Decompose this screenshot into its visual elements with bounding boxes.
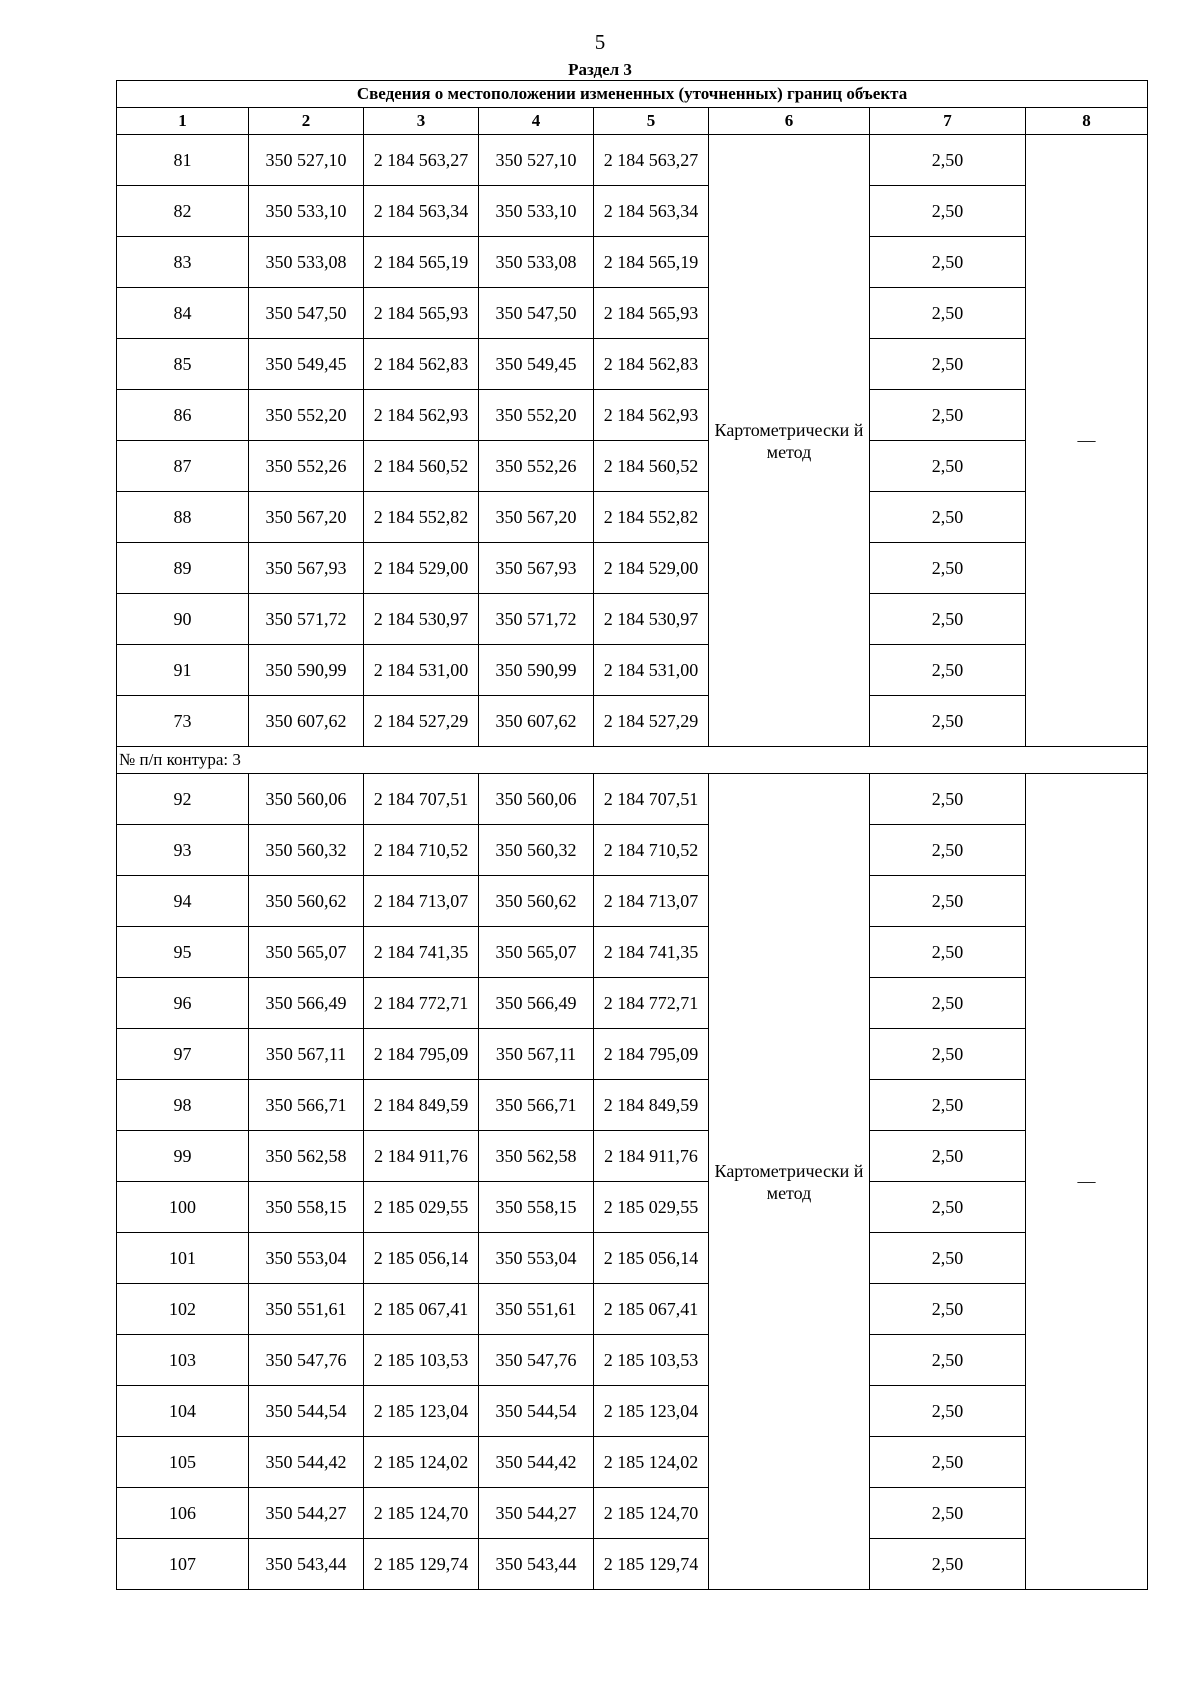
accuracy-cell: 2,50 xyxy=(870,825,1026,876)
x-refined-cell: 350 567,11 xyxy=(479,1029,594,1080)
y-existing-cell: 2 184 530,97 xyxy=(364,594,479,645)
x-existing-cell: 350 549,45 xyxy=(249,339,364,390)
point-number-cell: 81 xyxy=(117,135,249,186)
y-refined-cell: 2 184 565,93 xyxy=(594,288,709,339)
y-refined-cell: 2 184 530,97 xyxy=(594,594,709,645)
x-existing-cell: 350 533,08 xyxy=(249,237,364,288)
table-row xyxy=(117,135,1148,186)
y-existing-cell: 2 184 560,52 xyxy=(364,441,479,492)
table-row xyxy=(117,774,1148,825)
x-existing-cell: 350 552,26 xyxy=(249,441,364,492)
accuracy-cell: 2,50 xyxy=(870,186,1026,237)
table-row xyxy=(117,339,1148,390)
x-refined-cell: 350 565,07 xyxy=(479,927,594,978)
x-refined-cell: 350 558,15 xyxy=(479,1182,594,1233)
x-existing-cell: 350 551,61 xyxy=(249,1284,364,1335)
x-existing-cell: 350 552,20 xyxy=(249,390,364,441)
x-existing-cell: 350 567,20 xyxy=(249,492,364,543)
x-existing-cell: 350 571,72 xyxy=(249,594,364,645)
x-refined-cell: 350 544,42 xyxy=(479,1437,594,1488)
x-existing-cell: 350 560,62 xyxy=(249,876,364,927)
x-refined-cell: 350 533,10 xyxy=(479,186,594,237)
x-existing-cell: 350 547,50 xyxy=(249,288,364,339)
x-existing-cell: 350 565,07 xyxy=(249,927,364,978)
x-refined-cell: 350 553,04 xyxy=(479,1233,594,1284)
point-number-cell: 84 xyxy=(117,288,249,339)
y-refined-cell: 2 184 772,71 xyxy=(594,978,709,1029)
accuracy-cell: 2,50 xyxy=(870,390,1026,441)
x-refined-cell: 350 560,62 xyxy=(479,876,594,927)
x-existing-cell: 350 567,11 xyxy=(249,1029,364,1080)
accuracy-cell: 2,50 xyxy=(870,645,1026,696)
section-title: Раздел 3 xyxy=(568,60,632,79)
x-existing-cell: 350 527,10 xyxy=(249,135,364,186)
y-existing-cell: 2 184 552,82 xyxy=(364,492,479,543)
point-number-cell: 101 xyxy=(117,1233,249,1284)
x-refined-cell: 350 544,27 xyxy=(479,1488,594,1539)
x-existing-cell: 350 547,76 xyxy=(249,1335,364,1386)
table-row xyxy=(117,186,1148,237)
y-existing-cell: 2 184 911,76 xyxy=(364,1131,479,1182)
y-refined-cell: 2 184 710,52 xyxy=(594,825,709,876)
x-existing-cell: 350 558,15 xyxy=(249,1182,364,1233)
x-refined-cell: 350 607,62 xyxy=(479,696,594,747)
accuracy-cell: 2,50 xyxy=(870,594,1026,645)
accuracy-cell: 2,50 xyxy=(870,1233,1026,1284)
x-existing-cell: 350 607,62 xyxy=(249,696,364,747)
accuracy-cell: 2,50 xyxy=(870,774,1026,825)
accuracy-cell: 2,50 xyxy=(870,1437,1026,1488)
point-number-cell: 82 xyxy=(117,186,249,237)
y-existing-cell: 2 184 563,34 xyxy=(364,186,479,237)
y-existing-cell: 2 185 029,55 xyxy=(364,1182,479,1233)
table-row xyxy=(117,594,1148,645)
method-cell: Картометрически й метод xyxy=(709,135,870,747)
column-header: 7 xyxy=(870,108,1026,135)
y-refined-cell: 2 184 713,07 xyxy=(594,876,709,927)
y-refined-cell: 2 184 562,83 xyxy=(594,339,709,390)
x-refined-cell: 350 567,20 xyxy=(479,492,594,543)
note-cell: — xyxy=(1026,774,1148,1590)
y-existing-cell: 2 185 129,74 xyxy=(364,1539,479,1590)
point-number-cell: 99 xyxy=(117,1131,249,1182)
y-existing-cell: 2 185 124,70 xyxy=(364,1488,479,1539)
x-existing-cell: 350 544,27 xyxy=(249,1488,364,1539)
accuracy-cell: 2,50 xyxy=(870,1284,1026,1335)
accuracy-cell: 2,50 xyxy=(870,1488,1026,1539)
x-refined-cell: 350 543,44 xyxy=(479,1539,594,1590)
table-row xyxy=(117,1284,1148,1335)
table-caption-row xyxy=(117,81,1148,108)
accuracy-cell: 2,50 xyxy=(870,1386,1026,1437)
y-existing-cell: 2 184 710,52 xyxy=(364,825,479,876)
table-row xyxy=(117,1488,1148,1539)
point-number-cell: 90 xyxy=(117,594,249,645)
accuracy-cell: 2,50 xyxy=(870,237,1026,288)
column-header: 8 xyxy=(1026,108,1148,135)
accuracy-cell: 2,50 xyxy=(870,339,1026,390)
point-number-cell: 93 xyxy=(117,825,249,876)
accuracy-cell: 2,50 xyxy=(870,978,1026,1029)
table-row xyxy=(117,1386,1148,1437)
accuracy-cell: 2,50 xyxy=(870,927,1026,978)
column-header: 4 xyxy=(479,108,594,135)
x-existing-cell: 350 566,49 xyxy=(249,978,364,1029)
y-existing-cell: 2 184 565,93 xyxy=(364,288,479,339)
x-existing-cell: 350 567,93 xyxy=(249,543,364,594)
y-existing-cell: 2 185 056,14 xyxy=(364,1233,479,1284)
point-number-cell: 104 xyxy=(117,1386,249,1437)
point-number-cell: 96 xyxy=(117,978,249,1029)
y-existing-cell: 2 184 795,09 xyxy=(364,1029,479,1080)
y-refined-cell: 2 184 911,76 xyxy=(594,1131,709,1182)
table-row xyxy=(117,978,1148,1029)
point-number-cell: 88 xyxy=(117,492,249,543)
point-number-cell: 85 xyxy=(117,339,249,390)
x-refined-cell: 350 547,76 xyxy=(479,1335,594,1386)
point-number-cell: 106 xyxy=(117,1488,249,1539)
accuracy-cell: 2,50 xyxy=(870,135,1026,186)
contour-label: № п/п контура: 3 xyxy=(117,747,1148,774)
x-refined-cell: 350 560,06 xyxy=(479,774,594,825)
table-row xyxy=(117,696,1148,747)
point-number-cell: 92 xyxy=(117,774,249,825)
x-refined-cell: 350 566,71 xyxy=(479,1080,594,1131)
x-refined-cell: 350 551,61 xyxy=(479,1284,594,1335)
page-number: 5 xyxy=(594,30,606,54)
accuracy-cell: 2,50 xyxy=(870,543,1026,594)
column-header: 3 xyxy=(364,108,479,135)
x-refined-cell: 350 590,99 xyxy=(479,645,594,696)
y-existing-cell: 2 184 565,19 xyxy=(364,237,479,288)
table-row xyxy=(117,492,1148,543)
y-refined-cell: 2 184 562,93 xyxy=(594,390,709,441)
y-refined-cell: 2 184 563,27 xyxy=(594,135,709,186)
note-cell: — xyxy=(1026,135,1148,747)
y-existing-cell: 2 184 563,27 xyxy=(364,135,479,186)
accuracy-cell: 2,50 xyxy=(870,1131,1026,1182)
point-number-cell: 105 xyxy=(117,1437,249,1488)
y-refined-cell: 2 185 029,55 xyxy=(594,1182,709,1233)
accuracy-cell: 2,50 xyxy=(870,492,1026,543)
x-existing-cell: 350 553,04 xyxy=(249,1233,364,1284)
y-existing-cell: 2 184 531,00 xyxy=(364,645,479,696)
y-refined-cell: 2 185 103,53 xyxy=(594,1335,709,1386)
y-existing-cell: 2 184 562,93 xyxy=(364,390,479,441)
y-refined-cell: 2 185 123,04 xyxy=(594,1386,709,1437)
x-refined-cell: 350 571,72 xyxy=(479,594,594,645)
table-row xyxy=(117,441,1148,492)
point-number-cell: 73 xyxy=(117,696,249,747)
x-existing-cell: 350 566,71 xyxy=(249,1080,364,1131)
y-refined-cell: 2 184 565,19 xyxy=(594,237,709,288)
table-row xyxy=(117,543,1148,594)
y-refined-cell: 2 185 056,14 xyxy=(594,1233,709,1284)
y-refined-cell: 2 184 849,59 xyxy=(594,1080,709,1131)
y-existing-cell: 2 184 741,35 xyxy=(364,927,479,978)
x-existing-cell: 350 533,10 xyxy=(249,186,364,237)
y-existing-cell: 2 185 067,41 xyxy=(364,1284,479,1335)
y-refined-cell: 2 185 129,74 xyxy=(594,1539,709,1590)
table-row xyxy=(117,927,1148,978)
x-refined-cell: 350 533,08 xyxy=(479,237,594,288)
y-refined-cell: 2 184 560,52 xyxy=(594,441,709,492)
accuracy-cell: 2,50 xyxy=(870,1029,1026,1080)
y-refined-cell: 2 185 067,41 xyxy=(594,1284,709,1335)
point-number-cell: 86 xyxy=(117,390,249,441)
column-header: 2 xyxy=(249,108,364,135)
y-refined-cell: 2 184 529,00 xyxy=(594,543,709,594)
accuracy-cell: 2,50 xyxy=(870,288,1026,339)
y-refined-cell: 2 184 741,35 xyxy=(594,927,709,978)
x-refined-cell: 350 544,54 xyxy=(479,1386,594,1437)
y-existing-cell: 2 184 713,07 xyxy=(364,876,479,927)
table-row xyxy=(117,1182,1148,1233)
table-row xyxy=(117,288,1148,339)
table-row xyxy=(117,825,1148,876)
point-number-cell: 94 xyxy=(117,876,249,927)
y-refined-cell: 2 185 124,70 xyxy=(594,1488,709,1539)
table-row xyxy=(117,876,1148,927)
y-existing-cell: 2 184 849,59 xyxy=(364,1080,479,1131)
accuracy-cell: 2,50 xyxy=(870,876,1026,927)
accuracy-cell: 2,50 xyxy=(870,1080,1026,1131)
accuracy-cell: 2,50 xyxy=(870,1335,1026,1386)
y-existing-cell: 2 184 772,71 xyxy=(364,978,479,1029)
y-refined-cell: 2 184 531,00 xyxy=(594,645,709,696)
x-refined-cell: 350 552,26 xyxy=(479,441,594,492)
x-refined-cell: 350 527,10 xyxy=(479,135,594,186)
y-refined-cell: 2 185 124,02 xyxy=(594,1437,709,1488)
y-refined-cell: 2 184 552,82 xyxy=(594,492,709,543)
table-row xyxy=(117,237,1148,288)
y-refined-cell: 2 184 795,09 xyxy=(594,1029,709,1080)
accuracy-cell: 2,50 xyxy=(870,696,1026,747)
point-number-cell: 102 xyxy=(117,1284,249,1335)
column-header-row xyxy=(117,108,1148,135)
y-existing-cell: 2 185 123,04 xyxy=(364,1386,479,1437)
table-row xyxy=(117,645,1148,696)
contour-row xyxy=(117,747,1148,774)
y-refined-cell: 2 184 707,51 xyxy=(594,774,709,825)
point-number-cell: 97 xyxy=(117,1029,249,1080)
table-row xyxy=(117,1539,1148,1590)
y-existing-cell: 2 184 707,51 xyxy=(364,774,479,825)
boundary-table xyxy=(116,80,1148,1590)
x-refined-cell: 350 566,49 xyxy=(479,978,594,1029)
x-existing-cell: 350 562,58 xyxy=(249,1131,364,1182)
point-number-cell: 103 xyxy=(117,1335,249,1386)
x-refined-cell: 350 562,58 xyxy=(479,1131,594,1182)
point-number-cell: 100 xyxy=(117,1182,249,1233)
y-existing-cell: 2 185 124,02 xyxy=(364,1437,479,1488)
point-number-cell: 87 xyxy=(117,441,249,492)
table-row xyxy=(117,1233,1148,1284)
x-refined-cell: 350 549,45 xyxy=(479,339,594,390)
point-number-cell: 98 xyxy=(117,1080,249,1131)
x-refined-cell: 350 567,93 xyxy=(479,543,594,594)
y-existing-cell: 2 185 103,53 xyxy=(364,1335,479,1386)
table-row xyxy=(117,1131,1148,1182)
x-existing-cell: 350 560,06 xyxy=(249,774,364,825)
table-row xyxy=(117,1029,1148,1080)
accuracy-cell: 2,50 xyxy=(870,1539,1026,1590)
method-cell: Картометрически й метод xyxy=(709,774,870,1590)
point-number-cell: 95 xyxy=(117,927,249,978)
y-existing-cell: 2 184 529,00 xyxy=(364,543,479,594)
x-refined-cell: 350 552,20 xyxy=(479,390,594,441)
column-header: 1 xyxy=(117,108,249,135)
x-existing-cell: 350 544,42 xyxy=(249,1437,364,1488)
table-row xyxy=(117,1080,1148,1131)
y-refined-cell: 2 184 527,29 xyxy=(594,696,709,747)
table-row xyxy=(117,1437,1148,1488)
table-row xyxy=(117,390,1148,441)
y-existing-cell: 2 184 562,83 xyxy=(364,339,479,390)
x-existing-cell: 350 560,32 xyxy=(249,825,364,876)
point-number-cell: 89 xyxy=(117,543,249,594)
point-number-cell: 91 xyxy=(117,645,249,696)
x-existing-cell: 350 543,44 xyxy=(249,1539,364,1590)
y-refined-cell: 2 184 563,34 xyxy=(594,186,709,237)
table-caption: Сведения о местоположении измененных (уточненных) границ объекта xyxy=(117,81,1148,108)
point-number-cell: 107 xyxy=(117,1539,249,1590)
y-existing-cell: 2 184 527,29 xyxy=(364,696,479,747)
x-refined-cell: 350 547,50 xyxy=(479,288,594,339)
table-row xyxy=(117,1335,1148,1386)
column-header: 6 xyxy=(709,108,870,135)
x-existing-cell: 350 544,54 xyxy=(249,1386,364,1437)
x-refined-cell: 350 560,32 xyxy=(479,825,594,876)
accuracy-cell: 2,50 xyxy=(870,441,1026,492)
accuracy-cell: 2,50 xyxy=(870,1182,1026,1233)
point-number-cell: 83 xyxy=(117,237,249,288)
x-existing-cell: 350 590,99 xyxy=(249,645,364,696)
column-header: 5 xyxy=(594,108,709,135)
